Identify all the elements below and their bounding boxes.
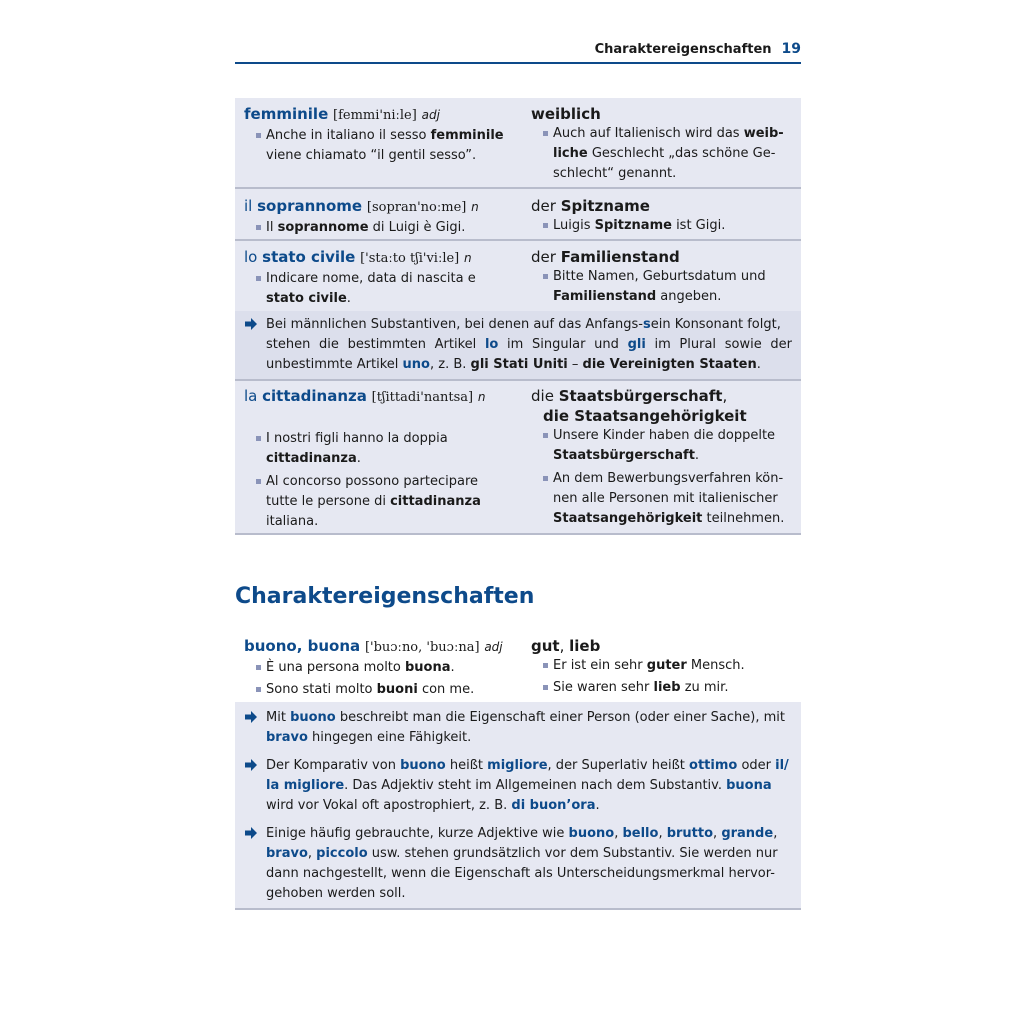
arrow-right-icon: [244, 826, 258, 840]
square-bullet-icon: [543, 223, 548, 228]
example-german-cont: schlecht“ genannt.: [553, 166, 677, 181]
german-translation: der Familienstand: [531, 248, 680, 266]
example-german: Unsere Kinder haben die doppelte: [531, 426, 801, 446]
italian-headword: femminile [femmi'niːle] adj: [244, 105, 440, 123]
note-line: Bei männlichen Substantiven, bei denen auf das Anfangs- s ein Konsonant folgt,: [266, 317, 781, 332]
entry-soprannome: [235, 189, 801, 241]
square-bullet-icon: [256, 479, 261, 484]
square-bullet-icon: [256, 225, 261, 230]
arrow-right-icon: [244, 710, 258, 724]
example-italian: È una persona molto buona.: [244, 658, 522, 678]
square-bullet-icon: [543, 476, 548, 481]
note-line: wird vor Vokal oft apostrophiert, z. B. di buon’ora .: [266, 798, 600, 813]
note-line: la migliore . Das Adjektiv steht im Allgemeinen nach dem Substantiv. buona: [266, 778, 772, 793]
running-head-title: Charaktereigenschaften: [594, 42, 772, 57]
example-italian-cont: tutte le persone di cittadinanza: [266, 494, 481, 509]
square-bullet-icon: [543, 663, 548, 668]
entry-buono: [235, 636, 801, 704]
example-german-cont: nen alle Personen mit italienischer: [553, 491, 778, 506]
example-italian-cont: italiana.: [266, 514, 319, 529]
note-articles: [235, 311, 801, 381]
note-line: unbestimmte Artikel uno , z. B. gli Stati Uniti – die Vereinigten Staaten .: [266, 357, 761, 372]
example-german: Auch auf Italienisch wird das weib-: [531, 124, 801, 144]
note-line: Der Komparativ von buono heißt migliore , der Superlativ heißt ottimo oder il/: [266, 758, 789, 773]
square-bullet-icon: [543, 131, 548, 136]
german-translation-2: die Staatsangehörigkeit: [543, 407, 747, 425]
example-italian: Sono stati molto buoni con me.: [244, 680, 522, 700]
german-translation: die Staatsbürgerschaft,: [531, 387, 728, 405]
square-bullet-icon: [256, 436, 261, 441]
example-german: Sie waren sehr lieb zu mir.: [531, 678, 801, 698]
note-line: stehen die bestimmten Artikel lo im Singular und gli im Plural sowie der: [266, 337, 792, 352]
example-german-cont: liche Geschlecht „das schöne Ge-: [553, 146, 776, 161]
italian-headword: lo stato civile ['staːto tʃi'viːle] n: [244, 248, 472, 266]
italian-headword: il soprannome [sopran'noːme] n: [244, 197, 479, 215]
note-line: Mit buono beschreibt man die Eigenschaft einer Person (oder einer Sache), mit: [266, 710, 785, 725]
example-german: Luigis Spitzname ist Gigi.: [531, 216, 801, 236]
german-translation: der Spitzname: [531, 197, 650, 215]
square-bullet-icon: [543, 685, 548, 690]
section-title: Charaktereigenschaften: [235, 584, 535, 609]
notes-buono: [235, 702, 801, 910]
german-translation: weiblich: [531, 105, 601, 123]
example-italian: Il soprannome di Luigi è Gigi.: [244, 218, 522, 238]
example-italian: I nostri figli hanno la doppia: [244, 429, 522, 449]
example-german-cont: Staatsangehörigkeit teilnehmen.: [553, 511, 785, 526]
square-bullet-icon: [256, 687, 261, 692]
running-head: [595, 41, 801, 57]
example-italian-cont: stato civile.: [266, 291, 351, 306]
note-line: Einige häufig gebrauchte, kurze Adjektive wie buono , bello , brutto , grande ,: [266, 826, 778, 841]
square-bullet-icon: [256, 133, 261, 138]
arrow-right-icon: [244, 758, 258, 772]
italian-headword: buono, buona ['buɔːno, 'buɔːna] adj: [244, 637, 503, 655]
note-line: bravo , piccolo usw. stehen grundsätzlich vor dem Substantiv. Sie werden nur: [266, 846, 778, 861]
square-bullet-icon: [256, 665, 261, 670]
example-italian-cont: cittadinanza.: [266, 451, 361, 466]
square-bullet-icon: [543, 433, 548, 438]
arrow-right-icon: [244, 317, 258, 331]
entry-cittadinanza: [235, 381, 801, 535]
example-italian: Al concorso possono partecipare: [244, 472, 522, 492]
entry-femminile: [235, 98, 801, 189]
example-italian-cont: viene chiamato “il gentil sesso”.: [266, 148, 477, 163]
example-german: Er ist ein sehr guter Mensch.: [531, 656, 801, 676]
note-line: bravo hingegen eine Fähigkeit.: [266, 730, 472, 745]
header-rule: [235, 62, 801, 64]
italian-headword: la cittadinanza [tʃittadi'nantsa] n: [244, 387, 486, 405]
page-number: 19: [781, 41, 801, 57]
note-line: dann nachgestellt, wenn die Eigenschaft als Unterscheidungsmerkmal hervor-: [266, 866, 775, 881]
example-german: An dem Bewerbungsverfahren kön-: [531, 469, 801, 489]
example-italian: Indicare nome, data di nascita e: [244, 269, 522, 289]
german-translation: gut, lieb: [531, 637, 601, 655]
note-line: gehoben werden soll.: [266, 886, 406, 901]
example-italian: Anche in italiano il sesso femminile: [244, 126, 522, 146]
example-german-cont: Familienstand angeben.: [553, 289, 722, 304]
square-bullet-icon: [256, 276, 261, 281]
example-german-cont: Staatsbürgerschaft.: [553, 448, 700, 463]
square-bullet-icon: [543, 274, 548, 279]
example-german: Bitte Namen, Geburtsdatum und: [531, 267, 801, 287]
